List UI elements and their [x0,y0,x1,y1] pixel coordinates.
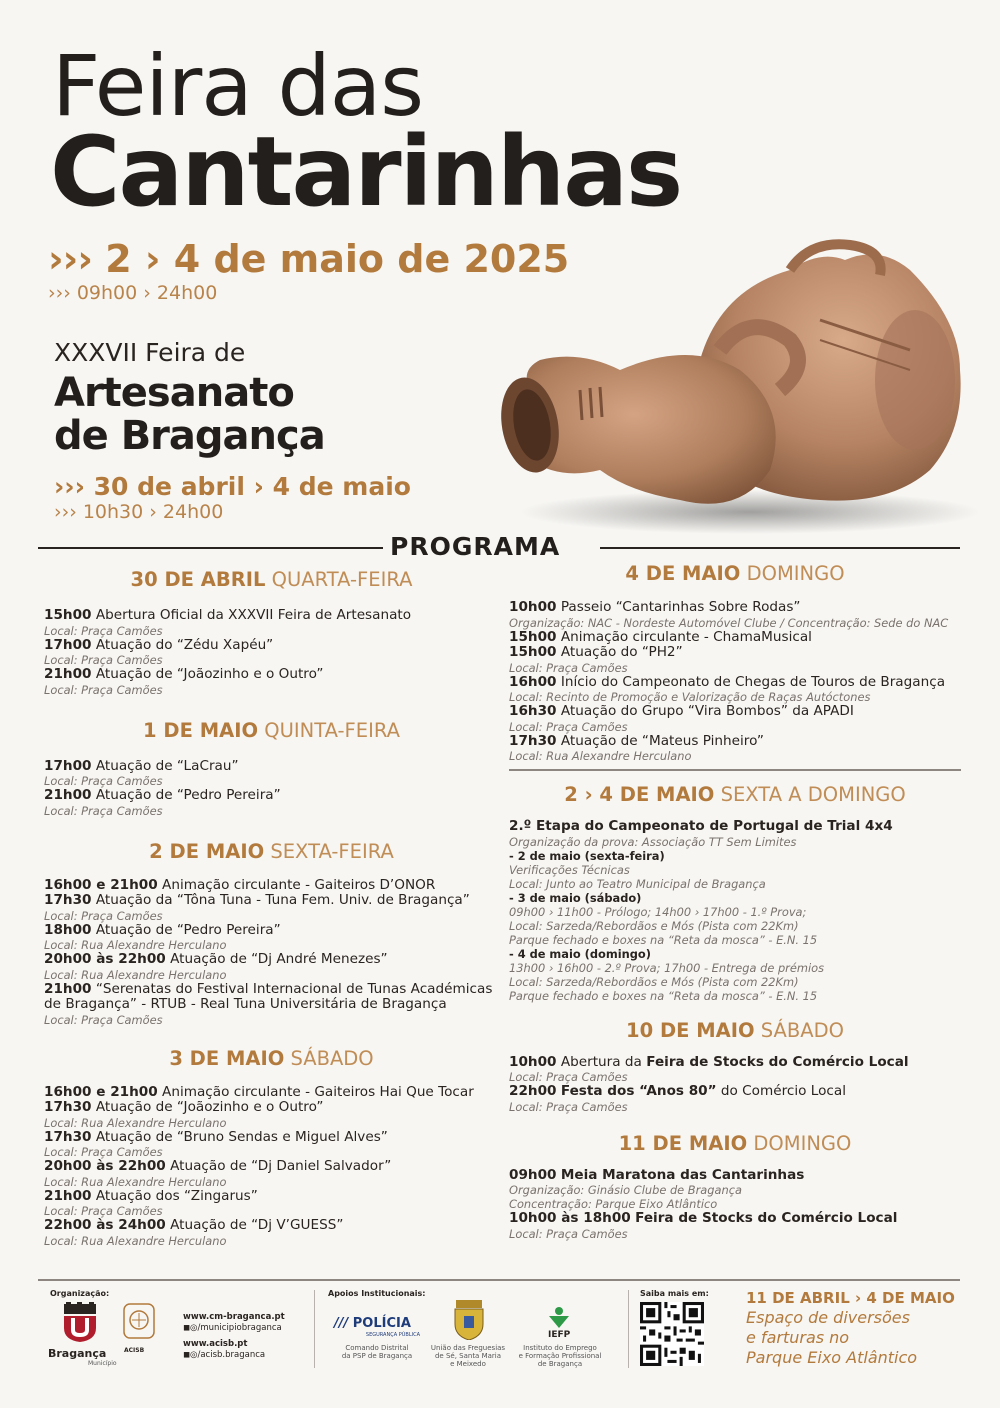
day-heading [44,719,499,749]
braganca-logo-text: Bragança [48,1347,107,1360]
day-weekday: SÁBADO [760,1018,844,1042]
trial-event [509,819,961,1003]
main-hours: ››› 09h00 › 24h00 [48,282,218,304]
event-location: Local: Rua Alexandre Herculano [44,938,227,952]
programa-rule-right [600,547,960,549]
title-line2: Cantarinhas [50,116,682,228]
event-item [509,1084,961,1114]
event-time: 16h00 e 21h00 [44,876,158,893]
cantarinhas-pottery-image [490,230,990,540]
event-location: Local: Praça Camões [509,1070,628,1084]
trial-detail: 13h00 › 16h00 - 2.º Prova; 17h00 - Entrega de prémios [509,960,825,975]
event-location: Local: Rua Alexandre Herculano [44,1233,227,1248]
uniao-caption [428,1344,508,1368]
trial-detail: Local: Sarzeda/Rebordãos e Mós (Pista com 22Km) [509,918,799,933]
iefp-caption-line: e Formação Profissional [518,1352,602,1360]
web-link[interactable]: www.cm-braganca.pt [183,1312,285,1322]
event-text: Atuação de “Joãozinho e o Outro” [95,666,324,682]
event-text: Animação circulante - Gaiteiros D’ONOR [162,876,436,893]
trial-detail: Parque fechado e boxes na “Reta da mosca” - E.N. 15 [509,988,818,1003]
day-date: 11 DE MAIO [618,1131,748,1155]
promo-line: Espaço de diversões [746,1308,910,1327]
event-text: Atuação de “Dj Daniel Salvador” [170,1158,392,1174]
trial-detail: Parque fechado e boxes na “Reta da mosca” - E.N. 15 [509,932,818,947]
day-heading [509,1019,961,1049]
event-time: 20h00 às 22h00 [44,951,166,967]
event-text: Atuação de “Dj André Menezes” [170,951,388,967]
event-item [509,675,961,705]
artesanato-edition: XXXVII Feira de [54,338,246,367]
event-item [44,923,499,953]
event-location: Local: Praça Camões [44,1204,163,1218]
trial-day: - 3 de maio (sábado) [509,890,642,905]
event-location: Local: Rua Alexandre Herculano [509,749,692,763]
event-item [44,1189,499,1219]
event-text: Abertura Oficial da XXXVII Feira de Artesanato [95,607,412,623]
event-text: Início do Campeonato de Chegas de Touros de Bragança [560,673,946,690]
event-text: Atuação do “Zédu Xapéu” [95,636,274,653]
uniao-caption-line: União das Freguesias [430,1344,506,1352]
web-cm-braganca [183,1312,285,1361]
event-time: 20h00 às 22h00 [44,1158,166,1174]
day-weekday: SEXTA A DOMINGO [720,783,906,806]
event-text: Atuação de “Pedro Pereira” [95,787,281,803]
event-time: 15h00 [509,628,557,645]
event-location: Local: Praça Camões [44,908,163,923]
event-location: Local: Rua Alexandre Herculano [44,1174,227,1189]
promo-line: e farturas no [746,1328,850,1347]
event-text: Atuação dos “Zingarus” [95,1187,258,1204]
event-location: Local: Praça Camões [44,682,163,697]
day-weekday: QUINTA-FEIRA [264,718,400,742]
psp-caption-line: da PSP de Bragança [341,1352,413,1360]
event-text: Atuação da “Tôna Tuna - Tuna Fem. Univ. de Bragança” [95,892,470,908]
event-location: Local: Praça Camões [44,1145,163,1159]
title-line1: Feira das [52,37,424,135]
event-item [44,1159,499,1189]
event-time: 22h00 [509,1083,557,1099]
day-weekday: QUARTA-FEIRA [271,568,413,591]
event-item [44,1218,499,1248]
artesanato-dates-text: 30 de abril › 4 de maio [93,472,411,501]
event-item [509,630,961,646]
artesanato-hours: ››› 10h30 › 24h00 [54,501,224,523]
event-time: 16h00 [509,673,557,690]
event-text: Atuação de “Bruno Sendas e Miguel Alves” [95,1128,388,1145]
event-item [509,600,961,630]
event-text: Animação circulante - Gaiteiros Hai Que Tocar [162,1083,474,1100]
event-time: 21h00 [44,787,92,803]
programa-title: PROGRAMA [390,532,561,561]
event-item [509,734,961,764]
event-location: Local: Praça Camões [509,660,628,675]
event-location: Organização: NAC - Nordeste Automóvel Clube / Concentração: Sede do NAC [509,615,949,630]
psp-logo [334,1316,420,1338]
day-weekday: SÁBADO [290,1046,374,1070]
uniao-freguesias-crest [452,1300,486,1340]
programa-left-column [44,568,499,1248]
event-text: Atuação de “Joãozinho e o Outro” [95,1099,324,1115]
day-heading [509,783,961,813]
footer-separator [628,1290,629,1368]
event-time: 15h00 [509,644,557,660]
day-date: 3 DE MAIO [169,1046,285,1070]
artesanato-name-line1: Artesanato [54,370,294,416]
event-location: Local: Praça Camões [509,1226,628,1241]
event-item [44,667,499,697]
social-icon: ◼◎ [183,1350,198,1360]
event-text: “Serenatas do Festival Internacional de Tunas Académicas [95,980,493,997]
event-time: 17h00 [44,636,92,653]
programa-rule-left [38,547,383,549]
psp-sub: SEGURANÇA PÚBLICA [365,1332,420,1338]
day-heading [509,1132,961,1162]
municipio-logo-text: Município [88,1360,117,1367]
psp-caption-line: Comando Distrital [345,1344,409,1352]
event-time: 16h00 e 21h00 [44,1083,158,1100]
event-location: Concentração: Parque Eixo Atlântico [509,1197,718,1211]
day-date: 30 DE ABRIL [130,568,266,591]
arrows-icon: ››› [48,237,92,281]
event-item [509,704,961,734]
event-location: Local: Rua Alexandre Herculano [44,1115,227,1130]
event-location: Local: Praça Camões [44,623,163,638]
event-text: Passeio “Cantarinhas Sobre Rodas” [560,599,801,615]
event-time: 18h00 [44,921,92,938]
event-text: Atuação de “Pedro Pereira” [95,921,281,938]
trial-detail: Local: Sarzeda/Rebordãos e Mós (Pista com 22Km) [509,974,799,989]
event-text: Atuação de “LaCrau” [95,757,239,774]
uniao-caption-line: e Meixedo [450,1360,486,1368]
social-handle[interactable]: /acisb.braganca [197,1350,266,1360]
promo-text [746,1308,917,1368]
social-handle[interactable]: /municipiobraganca [197,1323,282,1333]
day-date: 2 DE MAIO [149,839,265,863]
event-time: 09h00 [509,1166,557,1183]
event-time: 10h00 [509,599,557,615]
event-location: Local: Recinto de Promoção e Valorização de Raças Autóctones [509,690,871,704]
artesanato-name [54,372,325,458]
day-date: 10 DE MAIO [626,1018,755,1042]
event-location: Local: Praça Camões [509,719,628,734]
trial-organization: Organização da prova: Associação TT Sem Limites [509,834,797,849]
event-item [44,1130,499,1160]
qr-code-icon[interactable] [640,1302,704,1366]
artesanato-name-line2: de Bragança [54,412,325,459]
event-time: 17h30 [44,892,92,908]
trial-detail: Verificações Técnicas [509,862,630,877]
event-text: Animação circulante - ChamaMusical [560,628,812,645]
day-date: 4 DE MAIO [625,562,741,585]
psp-name: POLÍCIA [352,1316,411,1331]
braganca-municipio-logo [62,1302,98,1342]
event-item [44,1085,499,1101]
day-heading [44,1047,499,1077]
event-time: 10h00 às 18h00 [509,1210,631,1226]
day-heading [44,840,499,870]
day-date: 1 DE MAIO [143,718,259,742]
iefp-caption-line: Instituto do Emprego [523,1344,597,1352]
main-dates-text: 2 › 4 de maio de 2025 [105,237,570,281]
event-time: 21h00 [44,980,92,997]
iefp-caption-line: de Bragança [537,1360,583,1368]
event-time: 10h00 [509,1053,557,1070]
day-date: 2 › 4 DE MAIO [564,783,715,806]
social-row [183,1323,285,1334]
event-text: Abertura da [560,1053,647,1070]
event-item [44,952,499,982]
trial-day: - 2 de maio (sexta-feira) [509,848,665,863]
trial-detail: Local: Junto ao Teatro Municipal de Bragança [509,876,766,891]
organizacao-label: Organização: [50,1289,110,1298]
day-heading [44,568,499,598]
trial-detail: 09h00 › 11h00 - Prólogo; 14h00 › 17h00 - 1.º Prova; [509,904,807,919]
arrows-icon: ››› [54,472,85,501]
iefp-caption [518,1344,602,1368]
event-item [509,1211,961,1241]
event-item [509,1168,961,1212]
event-location: Local: Praça Camões [44,1012,163,1027]
event-text-bold: Feira de Stocks do Comércio Local [635,1210,898,1226]
event-text-bold: Festa dos “Anos 80” [560,1083,717,1099]
event-text: Atuação do Grupo “Vira Bombos” da APADI [560,703,854,719]
apoios-label: Apoios Institucionais: [328,1289,426,1298]
event-text: do Comércio Local [716,1083,847,1099]
event-location: Organização: Ginásio Clube de Bragança [509,1183,742,1197]
promo-line: Parque Eixo Atlântico [746,1348,918,1367]
event-time: 21h00 [44,1187,92,1204]
footer-divider [38,1279,960,1281]
psp-stripes-icon: /// [334,1316,349,1331]
event-time: 16h30 [509,703,557,719]
event-location: Local: Praça Camões [44,803,163,818]
iefp-logo [547,1306,571,1328]
event-item [44,893,499,923]
event-location: Local: Rua Alexandre Herculano [44,967,227,982]
social-icon: ◼◎ [183,1323,198,1333]
event-item [509,645,961,675]
event-item [44,878,499,894]
event-text-bold: Feira de Stocks do Comércio Local [646,1053,909,1070]
event-item [44,759,499,789]
event-item [44,608,499,638]
event-time: 17h30 [509,732,557,749]
event-time: 22h00 às 24h00 [44,1217,166,1233]
day-weekday: DOMINGO [746,562,845,585]
day-heading [509,562,961,592]
psp-caption [334,1344,420,1360]
acisb-logo [120,1300,158,1348]
saiba-mais-label: Saiba mais em: [640,1289,709,1298]
event-text-bold: Meia Maratona das Cantarinhas [560,1166,805,1183]
uniao-caption-line: de Sé, Santa Maria [434,1352,502,1360]
promo-dates: 11 DE ABRIL › 4 DE MAIO [746,1289,955,1307]
event-location: Local: Praça Camões [44,774,163,788]
event-text: Atuação do “PH2” [560,644,683,660]
event-time: 15h00 [44,607,92,623]
event-text-continued: de Bragança” - RTUB - Real Tuna Universitária de Bragança [44,996,447,1012]
footer-separator [314,1290,315,1368]
web-link[interactable]: www.acisb.pt [183,1339,248,1349]
event-text: Atuação de “Mateus Pinheiro” [560,732,764,749]
social-row [183,1350,285,1361]
event-time: 17h30 [44,1099,92,1115]
event-item [44,1100,499,1130]
trial-title: 2.º Etapa do Campeonato de Portugal de Trial 4x4 [509,818,893,834]
event-time: 17h30 [44,1128,92,1145]
event-time: 17h00 [44,757,92,774]
day-weekday: SEXTA-FEIRA [270,839,394,863]
event-time: 21h00 [44,666,92,682]
trial-day: - 4 de maio (domingo) [509,946,651,961]
event-item [44,788,499,818]
day-weekday: DOMINGO [753,1131,852,1155]
programa-right-column [509,562,961,1241]
acisb-logo-text: ACISB [124,1347,145,1354]
event-text: Atuação de “Dj V’GUESS” [170,1217,344,1233]
artesanato-dates [54,472,411,501]
event-item [509,1055,961,1085]
iefp-text: IEFP [548,1330,571,1340]
event-item [44,638,499,668]
event-location: Local: Praça Camões [44,653,163,667]
event-item [44,982,499,1027]
event-location: Local: Praça Camões [509,1099,628,1114]
